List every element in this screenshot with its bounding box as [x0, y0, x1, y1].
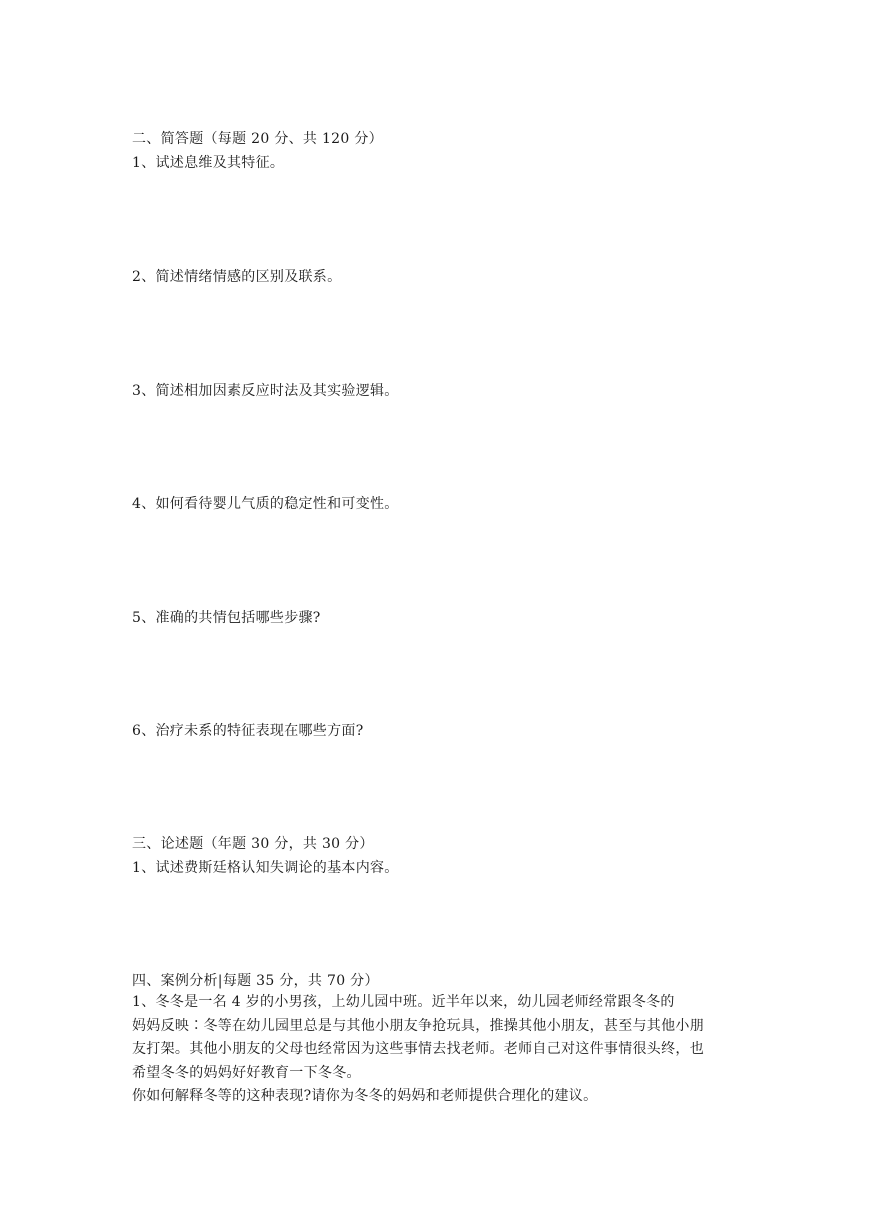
question-2-2: 2、简述情绪情感的区别及联系。 — [132, 269, 342, 285]
section-3-heading: 三、论述题（年题 30 分，共 30 分） — [132, 836, 374, 852]
question-2-3: 3、简述相加因素反应时法及其实验逻辑。 — [132, 383, 399, 399]
case-line-3: 友打架。其他小朋友的父母也经常因为这些事情去找老师。老师自己对这件事情很头终，也 — [132, 1041, 704, 1057]
case-line-4: 希望冬冬的妈妈好好教育一下冬冬。 — [132, 1064, 361, 1081]
case-line-2: 妈妈反映∶冬等在幼儿园里总是与其他小朋友争抢玩具，推操其他小朋友，甚至与其他小朋 — [132, 1017, 704, 1034]
question-2-5: 5、准确的共情包括哪些步骤? — [132, 610, 321, 626]
question-3-1: 1、试述费斯廷格认知失调论的基本内容。 — [132, 860, 399, 876]
case-line-5: 你如何解释冬等的这种表现?请你为冬冬的妈妈和老师提供合理化的建议。 — [132, 1088, 598, 1104]
case-line-1: 1、冬冬是一名 4 岁的小男孩，上幼儿园中班。近半年以来，幼儿园老师经常跟冬冬的 — [132, 994, 675, 1010]
section-4-heading: 四、案例分析|每题 35 分，共 70 分） — [132, 973, 379, 989]
question-2-1: 1、试述息维及其特征。 — [132, 155, 285, 171]
case-paragraph — [132, 991, 742, 1109]
question-2-4: 4、如何看待婴儿气质的稳定性和可变性。 — [132, 496, 399, 512]
section-2-heading: 二、简答题（每题 20 分、共 120 分） — [132, 131, 383, 147]
question-2-6: 6、治疗未系的特征表现在哪些方面? — [132, 723, 364, 739]
